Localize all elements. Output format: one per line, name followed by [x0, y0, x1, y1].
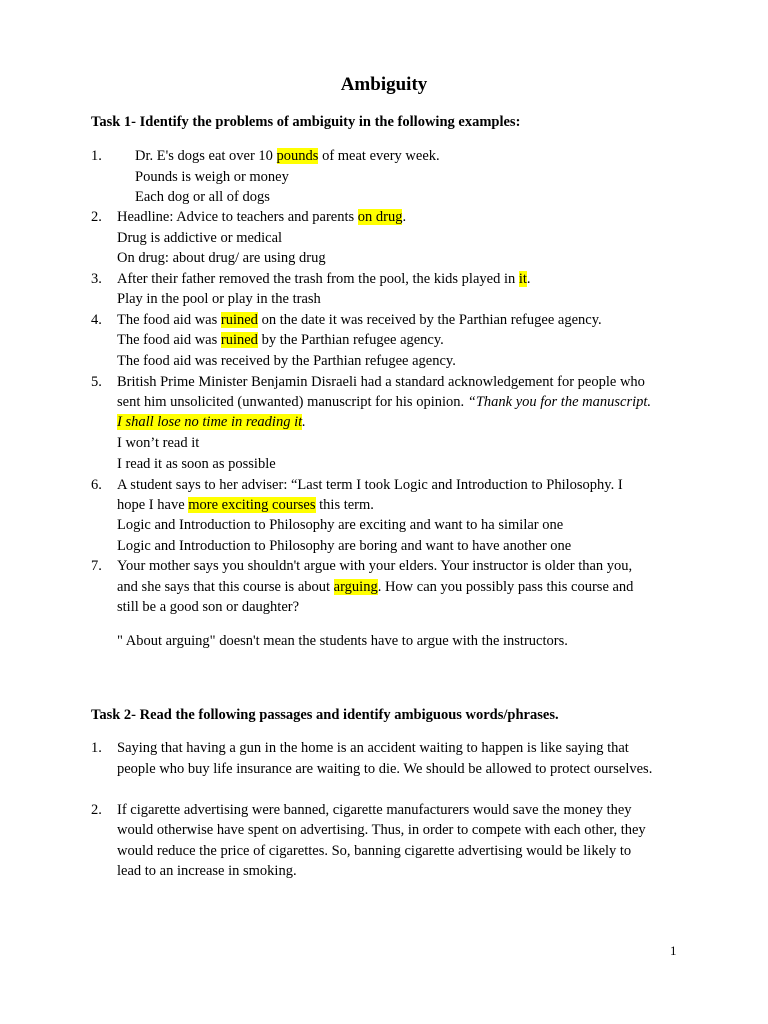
answer-line: Each dog or all of dogs — [135, 189, 270, 205]
highlighted-text: more exciting courses — [188, 497, 316, 513]
highlighted-text: ruined — [220, 332, 258, 348]
page-title: Ambiguity — [340, 74, 428, 95]
list-item-continued: hope I have more exciting courses this term. — [117, 497, 374, 513]
answer-line: On drug: about drug/ are using drug — [117, 250, 326, 266]
passage-line: people who buy life insurance are waiting to die. We should be allowed to protect ourselves. — [117, 761, 653, 777]
task1-heading: Task 1- Identify the problems of ambiguity in the following examples: — [91, 114, 521, 130]
answer-line: Logic and Introduction to Philosophy are boring and want to have another one — [117, 538, 572, 554]
list-item-continued: sent him unsolicited (unwanted) manuscript for his opinion. “Thank you for the manuscript. — [117, 394, 652, 410]
list-item: A student says to her adviser: “Last term I took Logic and Introduction to Philosophy. I — [117, 477, 623, 493]
highlighted-text: I shall lose no time in reading it — [117, 414, 303, 430]
passage-line: If cigarette advertising were banned, cigarette manufacturers would save the money they — [117, 802, 632, 818]
list-item: The food aid was ruined on the date it was received by the Parthian refugee agency. — [117, 312, 602, 328]
list-item: After their father removed the trash from the pool, the kids played in it. — [117, 271, 531, 287]
answer-line: The food aid was received by the Parthian refugee agency. — [117, 353, 456, 369]
list-number: 6. — [91, 477, 102, 493]
passage-line: would reduce the price of cigarettes. So, banning cigarette advertising would be likely to — [117, 843, 632, 859]
answer-line: The food aid was ruined by the Parthian refugee agency. — [117, 332, 444, 348]
answer-line: Play in the pool or play in the trash — [117, 291, 321, 307]
list-item-continued: still be a good son or daughter? — [117, 599, 300, 615]
list-number: 5. — [91, 374, 102, 390]
list-number: 3. — [91, 271, 102, 287]
highlighted-text: on drug — [357, 209, 403, 225]
answer-line: Pounds is weigh or money — [135, 169, 289, 185]
list-item: Your mother says you shouldn't argue with your elders. Your instructor is older than you, — [117, 558, 633, 574]
list-number: 2. — [91, 802, 102, 818]
passage-line: Saying that having a gun in the home is an accident waiting to happen is like saying that — [117, 740, 629, 756]
highlighted-text: ruined — [220, 312, 258, 328]
passage-line: lead to an increase in smoking. — [117, 863, 297, 879]
list-number: 2. — [91, 209, 102, 225]
answer-line: I read it as soon as possible — [117, 456, 276, 472]
answer-line: I won’t read it — [117, 435, 200, 451]
highlighted-text: it — [518, 271, 527, 287]
list-number: 1. — [91, 740, 102, 756]
italic-quote: “Thank you for the manuscript. — [467, 394, 652, 410]
highlighted-text: pounds — [276, 148, 319, 164]
task2-heading: Task 2- Read the following passages and identify ambiguous words/phrases. — [91, 707, 559, 723]
list-item: British Prime Minister Benjamin Disraeli had a standard acknowledgement for people who — [117, 374, 645, 390]
list-item-continued: and she says that this course is about arguing. How can you possibly pass this course and — [117, 579, 634, 595]
page-number: 1 — [670, 943, 677, 958]
highlighted-text: arguing — [333, 579, 378, 595]
list-number: 1. — [91, 148, 102, 164]
list-item: Headline: Advice to teachers and parents on drug. — [117, 209, 407, 225]
passage-line: would otherwise have spent on advertising. Thus, in order to compete with each other, they — [117, 822, 646, 838]
answer-line: " About arguing" doesn't mean the students have to argue with the instructors. — [117, 633, 568, 649]
answer-line: Drug is addictive or medical — [117, 230, 283, 246]
list-number: 7. — [91, 558, 102, 574]
answer-line: Logic and Introduction to Philosophy are exciting and want to ha similar one — [117, 517, 564, 533]
list-number: 4. — [91, 312, 102, 328]
list-item-continued: I shall lose no time in reading it. — [117, 414, 306, 430]
list-item: Dr. E's dogs eat over 10 pounds of meat every week. — [135, 148, 440, 164]
